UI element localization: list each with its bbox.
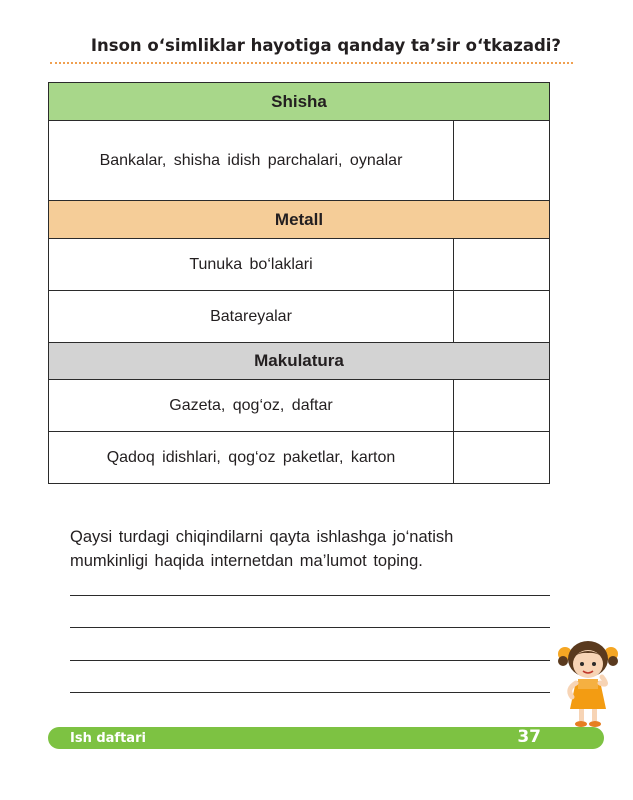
- answer-cell[interactable]: [454, 121, 550, 201]
- answer-cell[interactable]: [454, 380, 550, 432]
- section-header-makulatura: Makulatura: [49, 343, 550, 380]
- task-instruction: [70, 525, 550, 573]
- answer-cell[interactable]: [454, 432, 550, 484]
- writing-line[interactable]: [70, 627, 550, 628]
- task-line-2: mumkinligi haqida internetdan ma’lumot toping.: [70, 552, 423, 570]
- writing-line[interactable]: [70, 692, 550, 693]
- page-question: Inson o‘simliklar hayotiga qanday ta’sir o‘tkazadi?: [90, 36, 561, 55]
- table-row: Tunuka bo‘laklari: [49, 239, 454, 291]
- dotted-divider: [50, 62, 573, 64]
- writing-line[interactable]: [70, 660, 550, 661]
- table-row: Gazeta, qog‘oz, daftar: [49, 380, 454, 432]
- writing-line[interactable]: [70, 595, 550, 596]
- table-row: Batareyalar: [49, 291, 454, 343]
- girl-character-icon: [556, 637, 620, 729]
- table-row: Qadoq idishlari, qog‘oz paketlar, karton: [49, 432, 454, 484]
- answer-cell[interactable]: [454, 239, 550, 291]
- section-header-shisha: Shisha: [49, 83, 550, 121]
- footer-label: Ish daftari: [70, 731, 146, 746]
- answer-cell[interactable]: [454, 291, 550, 343]
- sorting-table: [48, 82, 550, 484]
- page-number: 37: [517, 727, 541, 747]
- task-line-1: Qaysi turdagi chiqindilarni qayta ishlashga jo‘natish: [70, 528, 454, 546]
- table-row: Bankalar, shisha idish parchalari, oynalar: [49, 121, 454, 201]
- section-header-metall: Metall: [49, 201, 550, 239]
